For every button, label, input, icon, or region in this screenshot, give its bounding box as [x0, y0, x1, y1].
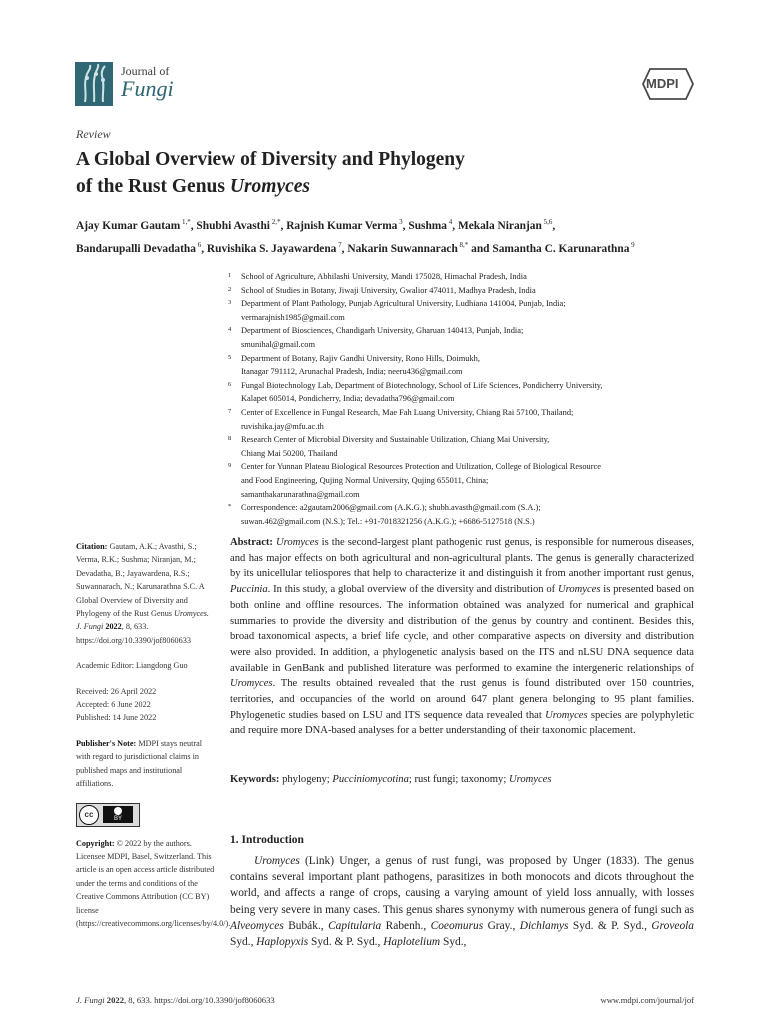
affiliation-line: Correspondence: a2gautam2006@gmail.com (A.K.G.); shubh.avasth@gmail.com (S.A.);	[241, 503, 541, 513]
affiliation-line: Chiang Mai 50200, Thailand	[241, 448, 338, 458]
affiliation-number: 5	[228, 353, 232, 361]
author-affiliation-marker: 8,*	[457, 240, 469, 249]
abstract-text: . The results obtained revealed that the rust genus is found distributed over 150 countries, territories, and occupancies of the world on around 647 plant genera belonging to 95 plant families. Phylogenetic studies based on LSU and ITS sequence data revealed that	[230, 678, 694, 721]
mdpi-logo	[642, 67, 694, 101]
affiliation-line: samanthakarunarathna@gmail.com	[241, 489, 360, 499]
abstract-text: species are polyphyletic and require more DNA-based analyses for a better understanding of their taxonomic placement.	[230, 709, 694, 737]
intro-text: Gray.,	[483, 919, 520, 932]
fungi-logo-icon	[75, 62, 113, 106]
abstract-genus: Uromyces	[545, 709, 588, 721]
affiliation-line: Kalapet 605014, Pondicherry, India; devadatha796@gmail.com	[241, 394, 455, 404]
affiliation-line: vermarajnish1985@gmail.com	[241, 312, 345, 322]
intro-genus: Alveomyces	[230, 919, 284, 932]
affiliation-item	[228, 379, 698, 406]
author-name: Nakarin Suwannarach	[347, 242, 458, 255]
citation-doi[interactable]: , 8, 633. https://doi.org/10.3390/jof8060633	[76, 622, 191, 645]
copyright-text: © 2022 by the authors. Licensee MDPI, Basel, Switzerland. This article is an open access article distributed under the terms and conditions of the Creative Commons Attribution (CC BY) license (https://creativecommons.org/licenses/by/4.0/).	[76, 838, 231, 928]
journal-name: Fungi	[121, 76, 174, 101]
author-name: Ruvishika S. Jayawardena	[206, 242, 337, 255]
affiliation-number: 2	[228, 285, 232, 293]
affiliation-line: Center of Excellence in Fungal Research, Mae Fah Luang University, Chiang Rai 57100, Thailand;	[241, 407, 574, 417]
citation-label: Citation:	[76, 542, 108, 551]
article-info-sidebar	[76, 540, 231, 942]
intro-genus: Groveola	[651, 919, 695, 932]
keyword-text: ; rust fungi; taxonomy;	[408, 774, 509, 785]
publishers-note-label: Publisher's Note:	[76, 738, 137, 748]
footer-doi[interactable]: , 8, 633. https://doi.org/10.3390/jof8060633	[123, 995, 275, 1005]
citation-text: Gautam, A.K.; Avasthi, S.; Verma, R.K.; Sushma; Niranjan, M.; Devadatha, B.; Jayawardena, R.S.; Suwannarach, N.; Karunarathna S.C. A Global Overview of Diversity and Phylogeny of the Rust Genus	[76, 542, 205, 619]
copyright-label: Copyright:	[76, 838, 115, 848]
affiliation-line: Department of Plant Pathology, Punjab Agricultural University, Ludhiana 141004, Punjab, India;	[241, 299, 566, 309]
abstract	[230, 535, 694, 739]
author-affiliation-marker: 4	[446, 218, 453, 226]
affiliation-item	[228, 501, 698, 528]
affiliation-number: 6	[228, 380, 232, 388]
keywords-label: Keywords:	[230, 774, 280, 785]
cc-by-license-badge[interactable]	[76, 803, 140, 827]
intro-text: Syd. & P. Syd.,	[568, 919, 652, 932]
intro-text: Bubák.,	[283, 919, 329, 932]
author-name: Bandarupalli Devadatha	[76, 242, 196, 255]
abstract-text: . In this study, a global overview of the diversity and distribution of	[267, 584, 558, 596]
intro-text: Syd.,	[230, 936, 257, 949]
citation	[76, 540, 216, 647]
publishers-note-text: MDPI stays neutral with regard to jurisdictional claims in published maps and institutional affiliations.	[76, 738, 203, 789]
abstract-text: is presented based on both online and offline resources. The information obtained was analyzed for numerical and graphical summaries to provide the diversity and distribution of the genus by country and continent. Besides this, broad taxonomical aspects, a brief life cycle, and other comparative aspects on diversity and distribution were also provided. In addition, a phylogenetic analysis based on the ITS and nLSU DNA sequence data available in GenBank and published literature was performed to examine the intergeneric relationships of	[230, 584, 694, 674]
by-icon	[103, 806, 133, 823]
journal-prefix: Journal of	[121, 64, 170, 78]
affiliation-number: 1	[228, 272, 232, 279]
citation-italic: Uromyces. J. Fungi	[76, 609, 209, 632]
affiliation-line: School of Studies in Botany, Jiwaji University, Gwalior 474011, Madhya Pradesh, India	[241, 285, 536, 295]
footer-journal: J. Fungi	[76, 995, 105, 1005]
affiliation-number: 4	[228, 326, 232, 334]
keyword-text: phylogeny;	[279, 774, 333, 785]
footer-journal-url[interactable]: www.mdpi.com/journal/jof	[600, 995, 694, 1005]
affiliation-line: Research Center of Microbial Diversity and Sustainable Utilization, Chiang Mai University,	[241, 435, 550, 445]
abstract-text: is the second-largest plant pathogenic rust genus, is responsible for numerous diseases, and has major effects on both agricultural and non-agricultural plants. The genus is generally characterized by its unicellular teliospores that help to characterize it and distinguish it from another important rust genus,	[230, 537, 694, 580]
dates	[76, 685, 216, 725]
affiliation-line: and Food Engineering, Qujing Normal University, Qujing 655011, China;	[241, 475, 489, 485]
affiliation-line: School of Agriculture, Abhilashi University, Mandi 175028, Himachal Pradesh, India	[241, 272, 527, 281]
accepted-date: Accepted: 6 June 2022	[76, 700, 151, 710]
affiliation-line: Itanagar 791112, Arunachal Pradesh, India; neeru436@gmail.com	[241, 367, 463, 377]
article-type: Review	[76, 127, 111, 141]
copyright	[76, 837, 231, 931]
affiliation-item	[228, 284, 698, 298]
intro-text: Syd.,	[440, 936, 467, 949]
author-affiliation-marker: 7	[336, 240, 342, 249]
affiliation-number: *	[228, 503, 232, 511]
author-name: Mekala Niranjan	[457, 219, 542, 232]
affiliation-line: Center for Yunnan Plateau Biological Resources Protection and Utilization, College of Biological Resource	[241, 462, 601, 472]
cc-icon: cc	[79, 805, 99, 825]
affiliation-line: suwan.462@gmail.com (N.S.); Tel.: +91-7018321256 (A.K.G.); +6686-5127518 (N.S.)	[241, 516, 535, 526]
affiliation-item	[228, 433, 698, 460]
abstract-label: Abstract:	[230, 537, 273, 548]
author-list: Ajay Kumar Gautam $^{1,*}$, Shubhi Avasthi $^{2,*}$, Rajnish Kumar Verma $^3$, Sushma $^4$, Mekala Niranjan $^{5,6}$, Bandarupalli Devadatha $^6$, Ruvishika S. Jayawardena $^7$, Nakarin Suwannarach $^{8,*}$ and Samantha C. Karunarathna $^9$	[76, 218, 635, 255]
intro-genus: Capitularia	[328, 919, 382, 932]
affiliations	[228, 270, 698, 528]
author-affiliation-marker: 5,6	[541, 218, 553, 226]
intro-genus: Coeomurus	[430, 919, 484, 932]
intro-text: (Link) Unger, a genus of rust fungi, was proposed by Unger (1833). The genus contains several important plant pathogens, parasitizes in both monocots and dicots throughout the world, and affects a range of crops, causing a varying amount of yield loss annually, with losses being very severe in many cases. This genus shares synonymy with numerous genera of fungi such as	[230, 855, 694, 916]
journal-logo	[75, 62, 187, 108]
affiliation-item	[228, 324, 698, 351]
intro-genus: Haplopyxis	[256, 936, 309, 949]
citation-year: 2022	[105, 622, 122, 632]
affiliation-item	[228, 352, 698, 379]
publisher-name: MDPI	[646, 76, 679, 91]
intro-genus: Dichlamys	[519, 919, 569, 932]
affiliation-item	[228, 406, 698, 433]
attribution-person-icon	[114, 807, 122, 815]
affiliation-number: 9	[228, 462, 232, 470]
by-label: BY	[113, 815, 122, 822]
affiliation-item	[228, 270, 698, 284]
author-affiliation-marker: 2,*	[269, 218, 281, 226]
affiliation-line: Department of Biosciences, Chandigarh University, Gharuan 140413, Punjab, India;	[241, 326, 524, 336]
affiliation-line: ruvishika.jay@mfu.ac.th	[241, 421, 324, 431]
author-name: Shubhi Avasthi	[196, 219, 270, 232]
title-line-2-text: of the Rust Genus	[76, 176, 230, 197]
keywords	[230, 772, 694, 788]
intro-genus: Uromyces	[254, 855, 300, 867]
affiliation-line: Fungal Biotechnology Lab, Department of Biotechnology, School of Life Sciences, Pondicherry University,	[241, 380, 603, 390]
footer-citation	[76, 995, 275, 1005]
title-line-1: A Global Overview of Diversity and Phylogeny	[76, 149, 465, 170]
abstract-genus: Uromyces	[230, 678, 273, 690]
academic-editor: Academic Editor: Liangdong Guo	[76, 661, 188, 671]
affiliation-line: smunihal@gmail.com	[241, 339, 316, 349]
abstract-genus: Uromyces	[276, 537, 319, 548]
affiliation-item	[228, 460, 698, 501]
publishers-note	[76, 737, 216, 791]
abstract-genus: Uromyces	[557, 584, 601, 596]
introduction-paragraph	[230, 853, 694, 950]
author-name: Samantha C. Karunarathna	[492, 242, 630, 255]
affiliation-item	[228, 297, 698, 324]
title-line-2	[76, 173, 676, 200]
author-affiliation-marker: 6	[195, 240, 202, 249]
intro-text: Syd. & P. Syd.,	[308, 936, 384, 949]
keyword-italic: Uromyces	[508, 774, 552, 785]
author-name: Sushma	[408, 219, 447, 232]
section-heading-introduction: 1. Introduction	[230, 834, 304, 846]
footer-year: 2022	[106, 995, 124, 1005]
author-name: Rajnish Kumar Verma	[286, 219, 398, 232]
intro-genus: Haplotelium	[383, 936, 441, 949]
published-date: Published: 14 June 2022	[76, 713, 157, 723]
title-genus: Uromyces	[229, 176, 311, 197]
author-name: Ajay Kumar Gautam	[76, 219, 181, 232]
intro-text: Rabenh.,	[381, 919, 431, 932]
author-affiliation-marker: 1,*	[180, 218, 191, 226]
received-date: Received: 26 April 2022	[76, 686, 157, 696]
keyword-italic: Pucciniomycotina	[332, 774, 409, 785]
affiliation-number: 8	[228, 435, 232, 443]
affiliation-number: 3	[228, 299, 232, 307]
author-affiliation-marker: 9	[629, 240, 635, 249]
affiliation-line: Department of Botany, Rajiv Gandhi University, Rono Hills, Doimukh,	[241, 353, 480, 363]
abstract-genus: Puccinia	[230, 584, 268, 596]
author-affiliation-marker: 3	[397, 218, 403, 226]
affiliation-number: 7	[228, 407, 232, 415]
article-title	[76, 146, 676, 200]
